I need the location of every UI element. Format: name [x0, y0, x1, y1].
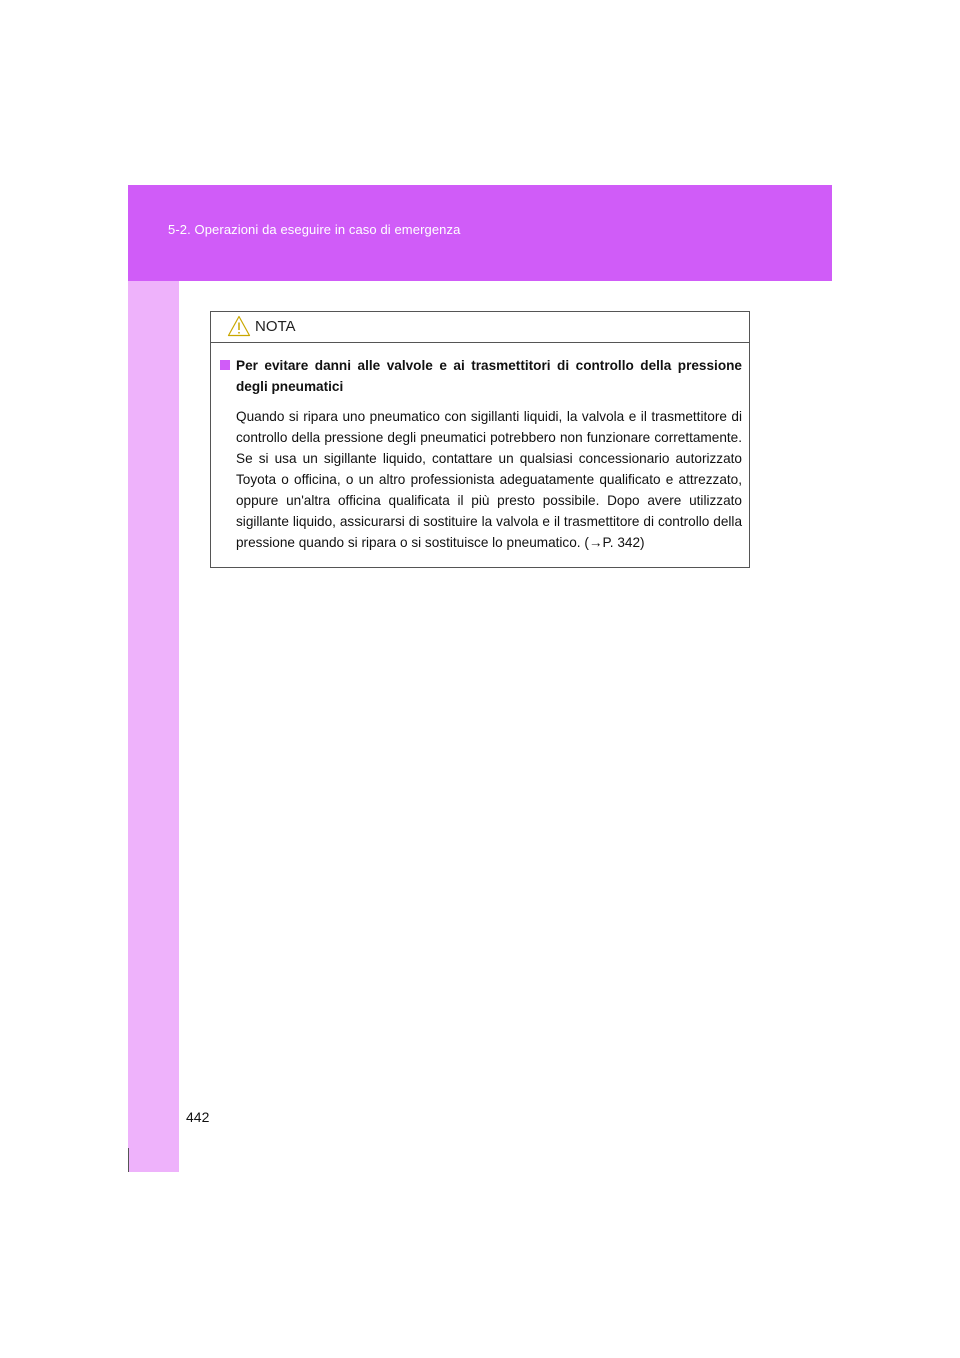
crop-mark [128, 1148, 129, 1172]
section-title: 5-2. Operazioni da eseguire in caso di emergenza [168, 222, 461, 237]
section-header-band [128, 185, 832, 281]
page-number: 442 [186, 1109, 210, 1125]
warning-triangle-icon [227, 315, 251, 337]
note-box [210, 311, 750, 568]
note-title: NOTA [255, 318, 296, 335]
note-header [211, 312, 749, 343]
note-paragraph: Quando si ripara uno pneumatico con sigillanti liquidi, la valvola e il trasmettitore di controllo della pressione degli pneumatici potrebbero non funzionare correttamente. Se si usa un sigillante liquido, contattare un qualsiasi concessionario autorizzato Toyota o officina, o un altro professionista adeguatamente qualificato e attrezzato, oppure un'altra officina qualificata il più presto possibile. Dopo avere utilizzato sigillante liquido, assicurarsi di sostituire la valvola e il trasmettitore di controllo della pressione quando si ripara o si sostituisce lo pneumatico. (→P. 342) [236, 409, 742, 550]
note-body [211, 343, 749, 553]
note-heading-text: Per evitare danni alle valvole e ai trasmettitori di controllo della pressione degli pneumatici [236, 358, 742, 394]
square-bullet-icon [220, 360, 230, 370]
side-tab-strip [128, 281, 179, 1172]
note-heading [220, 355, 742, 397]
